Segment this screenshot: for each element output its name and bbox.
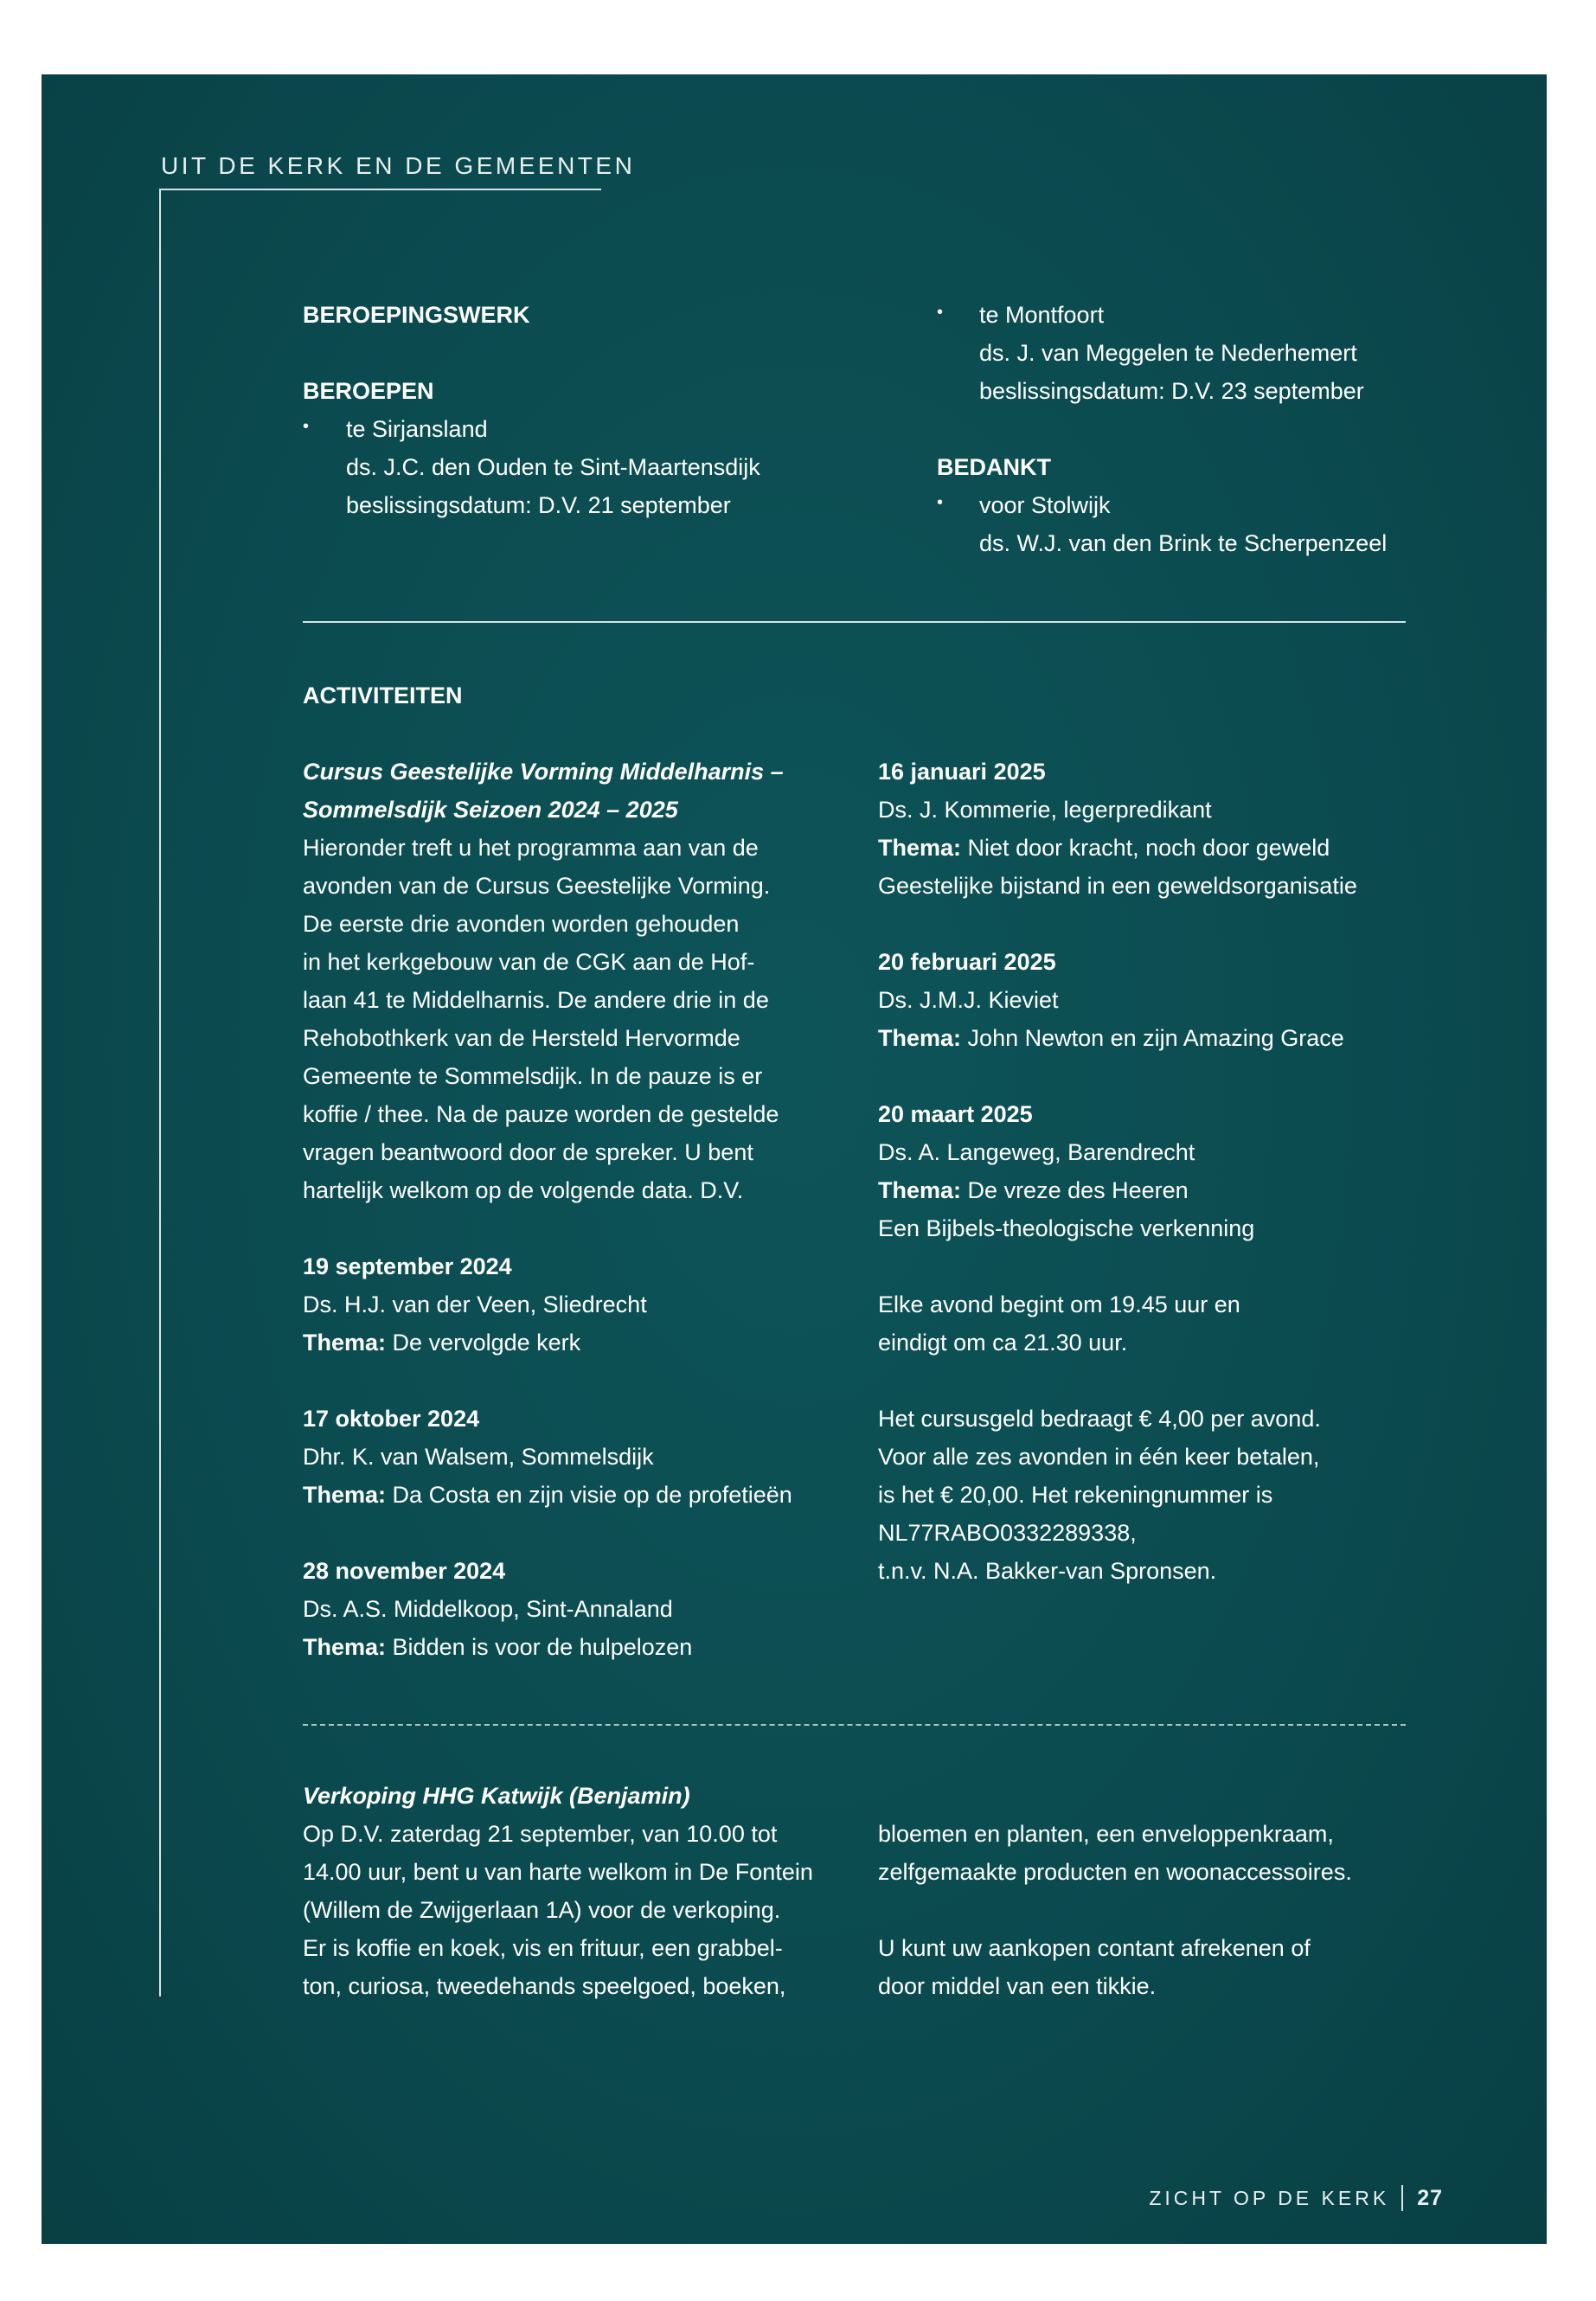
dashed-divider [303,1724,1406,1726]
verkoping-line: zelfgemaakte producten en woonaccessoires. [878,1859,1352,1885]
intro-line: hartelijk welkom op de volgende data. D.V. [303,1177,744,1203]
session-date: 20 februari 2025 [878,949,1056,975]
bullet-icon: • [937,493,944,512]
fee-line: Voor alle zes avonden in één keer betalen, [878,1444,1320,1470]
beroep-decision: beslissingsdatum: D.V. 23 september [979,378,1364,404]
course-title: Cursus Geestelijke Vorming Middelharnis – [303,759,784,785]
session-date: 28 november 2024 [303,1558,506,1584]
margin-rule [159,189,161,1997]
section-underline [160,189,601,190]
thema-label: Thema: [303,1330,387,1356]
session-speaker: Ds. A. Langeweg, Barendrecht [878,1139,1195,1165]
page-number: 27 [1417,2185,1443,2210]
time-line: Elke avond begint om 19.45 uur en [878,1292,1240,1317]
intro-line: Gemeente te Sommelsdijk. In de pauze is er [303,1063,763,1089]
bedankt-place: voor Stolwijk [979,492,1111,518]
session-theme: Thema: Niet door kracht, noch door geweld [878,835,1330,861]
session-date: 16 januari 2025 [878,759,1046,785]
beroep-person: ds. J. van Meggelen te Nederhemert [979,340,1357,366]
session-theme: Thema: John Newton en zijn Amazing Grace [878,1025,1344,1051]
verkoping-title: Verkoping HHG Katwijk (Benjamin) [303,1783,690,1809]
session-speaker: Ds. J.M.J. Kieviet [878,987,1059,1013]
session-theme: Thema: De vreze des Heeren [878,1177,1189,1203]
page-footer [1149,2185,1443,2211]
intro-line: Rehobothkerk van de Hersteld Hervormde [303,1025,740,1051]
thema-label: Thema: [878,1025,962,1051]
fee-line: Het cursusgeld bedraagt € 4,00 per avond. [878,1406,1321,1432]
beroep-person: ds. J.C. den Ouden te Sint-Maartensdijk [346,454,760,480]
session-speaker: Ds. H.J. van der Veen, Sliedrecht [303,1292,647,1317]
intro-line: Hieronder treft u het programma aan van de [303,835,759,861]
session-theme: Thema: Da Costa en zijn visie op de profetieën [303,1482,792,1508]
bedankt-heading: BEDANKT [937,454,1051,480]
intro-line: koffie / thee. Na de pauze worden de gestelde [303,1101,779,1127]
bullet-icon: • [937,303,944,322]
verkoping-line: Er is koffie en koek, vis en frituur, een grabbel- [303,1935,783,1961]
session-theme: Thema: Bidden is voor de hulpelozen [303,1634,693,1660]
intro-line: in het kerkgebouw van de CGK aan de Hof- [303,949,755,975]
thema-label: Thema: [878,1177,962,1203]
verkoping-line: Op D.V. zaterdag 21 september, van 10.00 tot [303,1821,778,1847]
thema-label: Thema: [303,1482,387,1508]
session-subtitle: Een Bijbels-theologische verkenning [878,1215,1255,1241]
session-speaker: Ds. A.S. Middelkoop, Sint-Annaland [303,1596,673,1622]
fee-line: t.n.v. N.A. Bakker-van Spronsen. [878,1558,1217,1584]
intro-line: vragen beantwoord door de spreker. U bent [303,1139,753,1165]
section-divider [303,621,1406,623]
time-line: eindigt om ca 21.30 uur. [878,1330,1128,1356]
session-speaker: Dhr. K. van Walsem, Sommelsdijk [303,1444,654,1470]
footer-separator [1401,2185,1403,2211]
intro-line: De eerste drie avonden worden gehouden [303,911,740,937]
beroep-place: te Montfoort [979,302,1105,328]
verkoping-line: (Willem de Zwijgerlaan 1A) voor de verkoping. [303,1897,781,1923]
magazine-name: ZICHT OP DE KERK [1149,2186,1390,2209]
intro-line: avonden van de Cursus Geestelijke Vorming. [303,873,771,899]
verkoping-line: 14.00 uur, bent u van harte welkom in De Fontein [303,1859,813,1885]
session-theme: Thema: De vervolgde kerk [303,1330,581,1356]
section-label: UIT DE KERK EN DE GEMEENTEN [161,152,636,179]
verkoping-line: door middel van een tikkie. [878,1973,1157,1999]
fee-line: is het € 20,00. Het rekeningnummer is [878,1482,1273,1508]
beroepingswerk-title: BEROEPINGSWERK [303,302,530,328]
intro-line: laan 41 te Middelharnis. De andere drie in de [303,987,769,1013]
session-date: 17 oktober 2024 [303,1406,480,1432]
verkoping-line: ton, curiosa, tweedehands speelgoed, boeken, [303,1973,786,1999]
session-speaker: Ds. J. Kommerie, legerpredikant [878,797,1212,823]
thema-label: Thema: [303,1634,387,1660]
course-title: Sommelsdijk Seizoen 2024 – 2025 [303,797,678,823]
activiteiten-heading: ACTIVITEITEN [303,683,463,708]
bullet-icon: • [303,417,310,436]
session-date: 19 september 2024 [303,1253,512,1279]
beroep-place: te Sirjansland [346,416,488,442]
thema-label: Thema: [878,835,962,861]
verkoping-line: bloemen en planten, een enveloppenkraam, [878,1821,1334,1847]
bedankt-person: ds. W.J. van den Brink te Scherpenzeel [979,530,1388,556]
beroepen-heading: BEROEPEN [303,378,434,404]
session-date: 20 maart 2025 [878,1101,1033,1127]
session-subtitle: Geestelijke bijstand in een geweldsorganisatie [878,873,1357,899]
beroep-decision: beslissingsdatum: D.V. 21 september [346,492,731,518]
verkoping-line: U kunt uw aankopen contant afrekenen of [878,1935,1311,1961]
fee-line: NL77RABO0332289338, [878,1520,1137,1546]
